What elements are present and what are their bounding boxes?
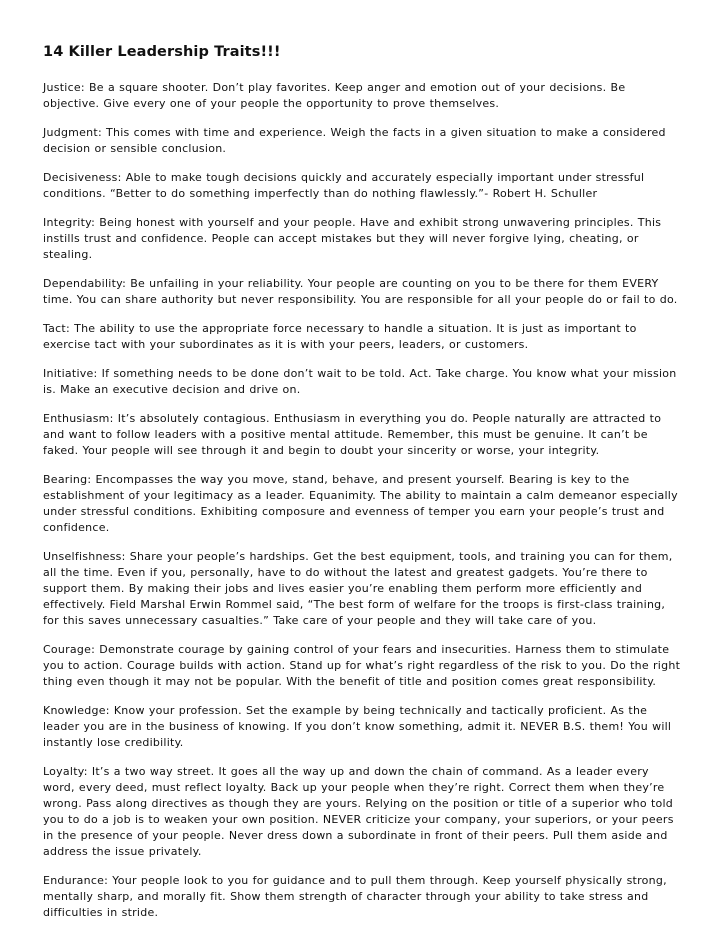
trait-endurance: Endurance: Your people look to you for guidance and to pull them through. Keep yourself physically strong, mentally sharp, and morally fit. Show them strength of character through your ability to take stress and difficulties in stride. [43,874,667,919]
trait-integrity: Integrity: Being honest with yourself and your people. Have and exhibit strong unwavering principles. This instills trust and confidence. People can accept mistakes but they will never forgive lying, cheating, or stealing. [43,216,662,261]
trait-enthusiasm: Enthusiasm: It’s absolutely contagious. Enthusiasm in everything you do. People naturally are attracted to and want to follow leaders with a positive mental attitude. Remember, this must be genuine. It can’t be faked. Your people will see through it and begin to doubt your sincerity or worse, your integrity. [43,412,662,457]
trait-unselfishness: Unselfishness: Share your people’s hardships. Get the best equipment, tools, and training you can for them, all the time. Even if you, personally, have to do without the latest and greatest gadgets. You’re there to support them. By making their jobs and lives easier you’re enabling them perform more efficiently and effectively. Field Marshal Erwin Rommel said, “The best form of welfare for the troops is first-class training, for this saves unnecessary casualties.” Take care of your people and they will take care of you. [43,550,673,627]
trait-loyalty: Loyalty: It’s a two way street. It goes all the way up and down the chain of command. As a leader every word, every deed, must reflect loyalty. Back up your people when they’re right. Correct them when they’re wrong. Pass along directives as though they are yours. Relying on the position or title of a superior who told you to do a job is to weaken your own position. NEVER criticize your company, your superiors, or your peers in the presence of your people. Never dress down a subordinate in front of their peers. Pull them aside and address the issue privately. [43,765,674,858]
trait-decisiveness: Decisiveness: Able to make tough decisions quickly and accurately especially important under stressful conditions. “Better to do something imperfectly than do nothing flawlessly.”- Robert H. Schuller [43,171,645,200]
trait-judgment: Judgment: This comes with time and experience. Weigh the facts in a given situation to make a considered decision or sensible conclusion. [43,126,666,155]
trait-initiative: Initiative: If something needs to be done don’t wait to be told. Act. Take charge. You know what your mission is. Make an executive decision and drive on. [43,367,677,396]
trait-bearing: Bearing: Encompasses the way you move, stand, behave, and present yourself. Bearing is key to the establishment of your legitimacy as a leader. Equanimity. The ability to maintain a calm demeanor especially under stressful conditions. Exhibiting composure and evenness of temper you earn your people’s trust and confidence. [43,473,678,534]
document-title: 14 Killer Leadership Traits!!! [43,44,281,60]
trait-dependability: Dependability: Be unfailing in your reliability. Your people are counting on you to be there for them EVERY time. You can share authority but never responsibility. You are responsible for all your people do or fail to do. [43,277,678,306]
trait-courage: Courage: Demonstrate courage by gaining control of your fears and insecurities. Harness them to stimulate you to action. Courage builds with action. Stand up for what’s right regardless of the risk to you. Do the right thing even though it may not be popular. With the benefit of title and position comes great responsibility. [43,643,681,688]
trait-tact: Tact: The ability to use the appropriate force necessary to handle a situation. It is just as important to exercise tact with your subordinates as it is with your peers, leaders, or customers. [43,322,637,351]
trait-knowledge: Knowledge: Know your profession. Set the example by being technically and tactically proficient. As the leader you are in the business of knowing. If you don’t know something, admit it. NEVER B.S. them! You will instantly lose credibility. [43,704,672,749]
trait-justice: Justice: Be a square shooter. Don’t play favorites. Keep anger and emotion out of your decisions. Be objective. Give every one of your people the opportunity to prove themselves. [43,81,626,110]
